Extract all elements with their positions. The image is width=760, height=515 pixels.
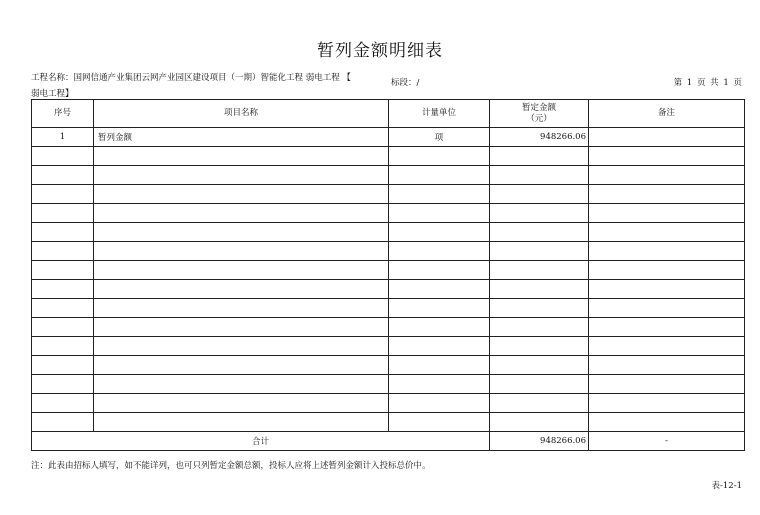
cell-amount xyxy=(490,299,589,318)
header-seq: 序号 xyxy=(32,100,94,128)
cell-name xyxy=(94,204,389,223)
cell-amount xyxy=(490,413,589,432)
project-name-line1: 工程名称：国网信通产业集团云网产业园区建设项目（一期）智能化工程 弱电工程 【 xyxy=(31,73,351,83)
cell-name xyxy=(94,394,389,413)
header-remark: 备注 xyxy=(589,100,745,128)
table-row xyxy=(32,394,745,413)
cell-unit xyxy=(389,166,490,185)
header-amount xyxy=(490,100,589,128)
cell-seq xyxy=(32,318,94,337)
cell-unit xyxy=(389,147,490,166)
cell-seq xyxy=(32,375,94,394)
cell-amount xyxy=(490,261,589,280)
project-name xyxy=(31,70,391,102)
cell-name xyxy=(94,223,389,242)
cell-remark xyxy=(589,280,745,299)
cell-name xyxy=(94,356,389,375)
header-amount-line1: 暂定金额 xyxy=(521,102,556,113)
cell-remark xyxy=(589,185,745,204)
cell-remark xyxy=(589,147,745,166)
cell-amount xyxy=(490,204,589,223)
cell-name xyxy=(94,280,389,299)
cell-seq xyxy=(32,280,94,299)
cell-amount xyxy=(490,166,589,185)
cell-seq xyxy=(32,185,94,204)
cell-unit xyxy=(389,375,490,394)
cell-seq xyxy=(32,166,94,185)
cell-amount xyxy=(490,318,589,337)
project-name-line2: 弱电工程】 xyxy=(31,89,74,99)
form-code: 表-12-1 xyxy=(711,481,742,491)
total-row xyxy=(32,432,745,451)
table-row xyxy=(32,147,745,166)
cell-seq xyxy=(32,394,94,413)
cell-remark xyxy=(589,356,745,375)
table-row xyxy=(32,261,745,280)
cell-remark xyxy=(589,394,745,413)
cell-name xyxy=(94,337,389,356)
cell-name xyxy=(94,318,389,337)
cell-remark xyxy=(589,242,745,261)
table-row xyxy=(32,242,745,261)
provisional-sum-table xyxy=(31,99,745,451)
cell-amount xyxy=(490,185,589,204)
cell-seq xyxy=(32,223,94,242)
cell-name xyxy=(94,375,389,394)
cell-unit xyxy=(389,337,490,356)
lot-label: 标段：/ xyxy=(391,78,420,88)
cell-remark xyxy=(589,375,745,394)
table-row xyxy=(32,356,745,375)
cell-seq: 1 xyxy=(32,128,94,147)
page-info: 第 1 页 共 1 页 xyxy=(673,78,742,88)
cell-amount: 948266.06 xyxy=(490,128,589,147)
cell-unit xyxy=(389,185,490,204)
cell-amount xyxy=(490,394,589,413)
table-row xyxy=(32,185,745,204)
footnote: 注：此表由招标人填写，如不能详列，也可只列暂定金额总额，投标人应将上述暂列金额计入投标总价中。 xyxy=(31,461,431,471)
cell-amount xyxy=(490,375,589,394)
cell-amount xyxy=(490,337,589,356)
header-unit: 计量单位 xyxy=(389,100,490,128)
cell-unit xyxy=(389,413,490,432)
cell-unit xyxy=(389,242,490,261)
table-row xyxy=(32,337,745,356)
table-row xyxy=(32,413,745,432)
cell-remark xyxy=(589,223,745,242)
cell-amount xyxy=(490,280,589,299)
cell-seq xyxy=(32,299,94,318)
cell-remark xyxy=(589,261,745,280)
table-row xyxy=(32,204,745,223)
cell-remark xyxy=(589,128,745,147)
cell-amount xyxy=(490,147,589,166)
total-label: 合计 xyxy=(32,432,490,451)
cell-unit xyxy=(389,299,490,318)
cell-name xyxy=(94,147,389,166)
table-row xyxy=(32,223,745,242)
cell-seq xyxy=(32,356,94,375)
cell-unit xyxy=(389,318,490,337)
cell-seq xyxy=(32,147,94,166)
table-row xyxy=(32,375,745,394)
page-title: 暂列金额明细表 xyxy=(317,41,443,61)
total-remark: - xyxy=(589,432,745,451)
total-amount: 948266.06 xyxy=(490,432,589,451)
cell-seq xyxy=(32,337,94,356)
cell-name xyxy=(94,299,389,318)
cell-unit xyxy=(389,356,490,375)
cell-remark xyxy=(589,413,745,432)
cell-seq xyxy=(32,204,94,223)
cell-amount xyxy=(490,223,589,242)
cell-name xyxy=(94,185,389,204)
cell-remark xyxy=(589,318,745,337)
header-amount-line2: （元） xyxy=(526,113,552,124)
cell-unit xyxy=(389,280,490,299)
table-row xyxy=(32,128,745,147)
cell-unit xyxy=(389,223,490,242)
cell-remark xyxy=(589,204,745,223)
cell-amount xyxy=(490,242,589,261)
table-header-row xyxy=(32,100,745,128)
table-row xyxy=(32,299,745,318)
cell-seq xyxy=(32,261,94,280)
cell-unit: 项 xyxy=(389,128,490,147)
cell-amount xyxy=(490,356,589,375)
table-row xyxy=(32,318,745,337)
cell-seq xyxy=(32,242,94,261)
cell-name xyxy=(94,413,389,432)
table-row xyxy=(32,280,745,299)
cell-name xyxy=(94,261,389,280)
cell-name: 暂列金额 xyxy=(94,128,389,147)
header-name: 项目名称 xyxy=(94,100,389,128)
cell-unit xyxy=(389,394,490,413)
cell-seq xyxy=(32,413,94,432)
table-row xyxy=(32,166,745,185)
cell-remark xyxy=(589,337,745,356)
cell-remark xyxy=(589,299,745,318)
cell-name xyxy=(94,242,389,261)
cell-unit xyxy=(389,261,490,280)
cell-unit xyxy=(389,204,490,223)
cell-remark xyxy=(589,166,745,185)
cell-name xyxy=(94,166,389,185)
